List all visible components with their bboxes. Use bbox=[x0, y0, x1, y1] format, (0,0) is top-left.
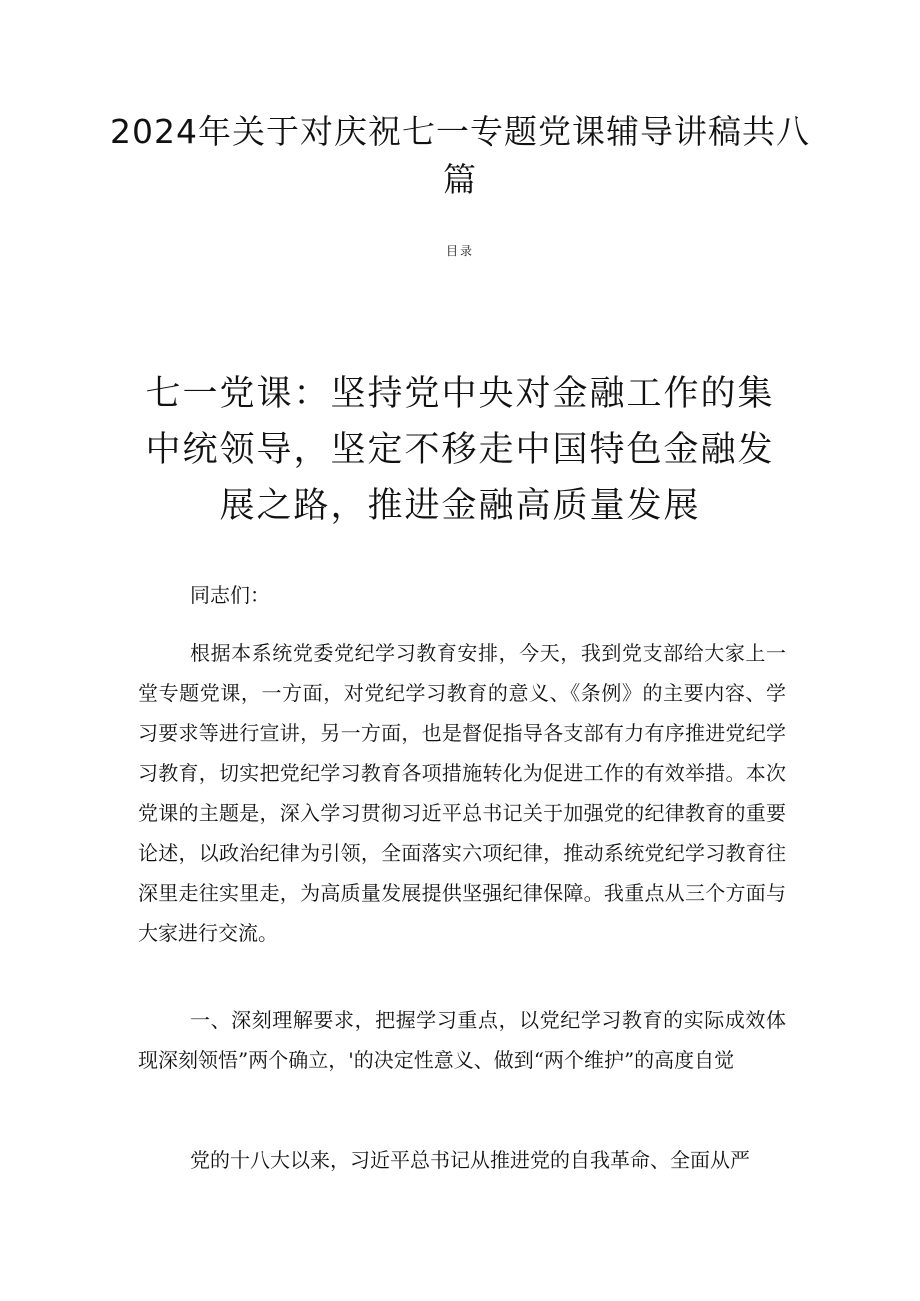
document-title: 2024年关于对庆祝七一专题党课辅导讲稿共八篇 bbox=[110, 112, 810, 199]
body-paragraph-continued: 党的十八大以来，习近平总书记从推进党的自我革命、全面从严 bbox=[190, 1148, 750, 1172]
table-of-contents-label: 目录 bbox=[445, 244, 474, 258]
body-paragraph-intro: 根据本系统党委党纪学习教育安排，今天，我到党支部给大家上一堂专题党课，一方面，对党纪学习教育的意义、《条例》的主要内容、学习要求等进行宣讲，另一方面，也是督促指导各支部有力有序推进党纪学习教育，切实把党纪学习教育各项措施转化为促进工作的有效举措。本次党课的主题是，深入学习贯彻习近平总书记关于加强党的纪律教育的重要论述，以政治纪律为引领，全面落实六项纪律，推动系统党纪学习教育往深里走往实里走，为高质量发展提供坚强纪律保障。我重点从三个方面与大家进行交流。 bbox=[138, 641, 786, 945]
greeting: 同志们： bbox=[190, 583, 270, 607]
section-title: 七一党课：坚持党中央对金融工作的集中统领导，坚定不移走中国特色金融发展之路，推进金融高质量发展 bbox=[145, 374, 775, 526]
section-heading-one: 一、深刻理解要求，把握学习重点，以党纪学习教育的实际成效体现深刻领悟”两个确立，'的决定性意义、做到“两个维护”的高度自觉 bbox=[138, 1008, 786, 1072]
